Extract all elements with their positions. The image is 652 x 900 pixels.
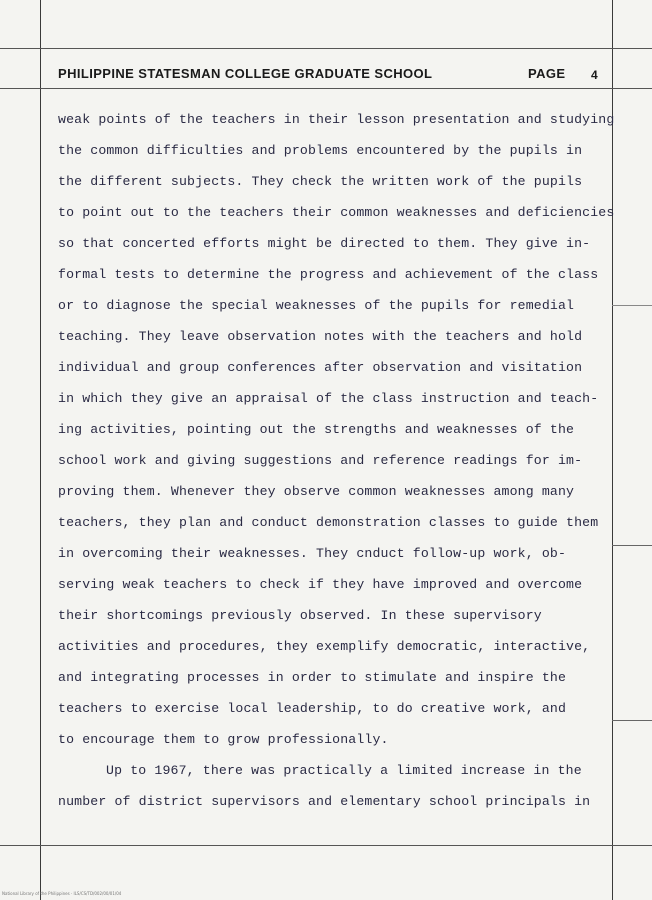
text-line: teaching. They leave observation notes with the teachers and hold [58,329,583,344]
text-line: activities and procedures, they exemplify democratic, interactive, [58,639,591,654]
bottom-rule [0,845,652,846]
text-line: number of district supervisors and elementary school principals in [58,794,591,809]
text-line: serving weak teachers to check if they have improved and overcome [58,577,583,592]
text-line: their shortcomings previously observed. In these supervisory [58,608,542,623]
right-tick-rule [612,720,652,721]
text-line: to encourage them to grow professionally. [58,732,389,747]
text-line: in overcoming their weaknesses. They cnduct follow-up work, ob- [58,546,567,561]
left-margin-rule [40,0,41,900]
right-tick-rule [612,545,652,546]
paragraph-start-line: Up to 1967, there was practically a limited increase in the [106,763,582,778]
page-label: PAGE [528,66,566,81]
text-line: proving them. Whenever they observe common weaknesses among many [58,484,575,499]
body-text [58,110,618,823]
text-line: teachers to exercise local leadership, to do creative work, and [58,701,567,716]
header-bottom-rule [0,88,652,89]
text-line: or to diagnose the special weaknesses of the pupils for remedial [58,298,575,313]
text-line: and integrating processes in order to stimulate and inspire the [58,670,567,685]
text-line: teachers, they plan and conduct demonstration classes to guide them [58,515,599,530]
school-name: PHILIPPINE STATESMAN COLLEGE GRADUATE SCHOOL [58,66,433,81]
text-line: so that concerted efforts might be directed to them. They give in- [58,236,591,251]
text-line: ing activities, pointing out the strengths and weaknesses of the [58,422,575,437]
text-line: to point out to the teachers their common weaknesses and deficiencies [58,205,615,220]
text-line: weak points of the teachers in their lesson presentation and studying [58,112,615,127]
page-number: 4 [591,68,599,82]
text-line: the different subjects. They check the written work of the pupils [58,174,583,189]
top-rule [0,48,652,49]
text-line: school work and giving suggestions and reference readings for im- [58,453,583,468]
text-line: formal tests to determine the progress and achievement of the class [58,267,599,282]
right-tick-rule [612,305,652,306]
text-line: individual and group conferences after observation and visitation [58,360,583,375]
archive-footer-note: National Library of the Philippines · ILS/CS/TD/002/00/01/04 [2,891,122,896]
text-line: in which they give an appraisal of the class instruction and teach- [58,391,599,406]
page-header [58,66,603,84]
text-line: the common difficulties and problems encountered by the pupils in [58,143,583,158]
